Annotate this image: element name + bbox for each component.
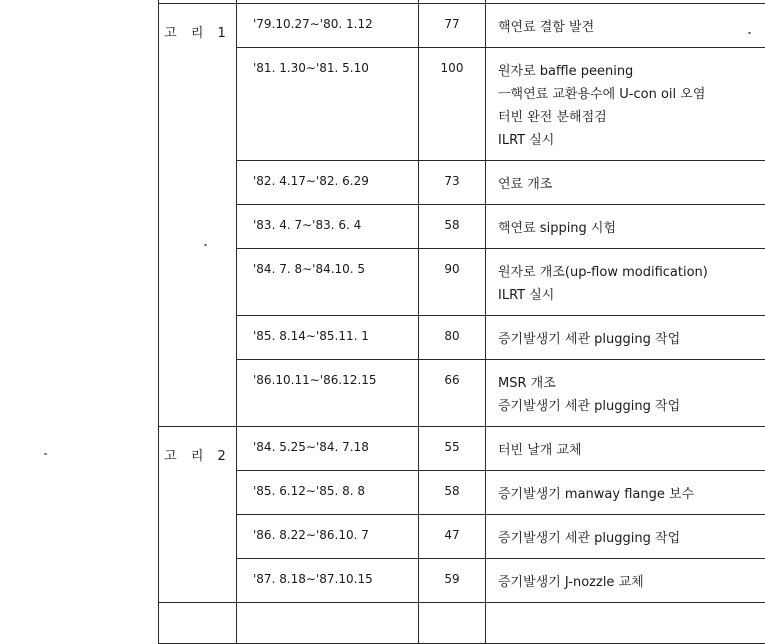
work-item: 터빈 완전 분해점검 (498, 106, 765, 129)
outage-days: 73 (444, 174, 459, 188)
outage-days: 90 (444, 262, 459, 276)
work-item: ILRT 실시 (498, 129, 765, 152)
outage-days: 59 (444, 572, 459, 586)
outage-row (159, 249, 765, 316)
outage-days-cell (419, 427, 486, 471)
outage-period: '83. 4. 7∼'83. 6. 4 (253, 218, 361, 232)
outage-work-cell (486, 161, 765, 205)
outage-row (159, 205, 765, 249)
outage-period: '86. 8.22∼'86.10. 7 (253, 528, 369, 542)
outage-days-cell (419, 360, 486, 427)
outage-row (159, 316, 765, 360)
outage-days: 47 (444, 528, 459, 542)
outage-days: 80 (444, 329, 459, 343)
outage-period-cell (237, 427, 419, 471)
unit-name: 고 리 1 (164, 26, 231, 41)
work-item: 핵연료 결함 발견 (498, 16, 765, 39)
outage-period-cell (237, 515, 419, 559)
unit-name-cell (159, 4, 237, 427)
outage-work-cell (486, 471, 765, 515)
outage-row (159, 4, 765, 48)
outage-days: 58 (444, 484, 459, 498)
work-item: 연료 개조 (498, 173, 765, 196)
outage-days: 66 (444, 373, 459, 387)
outage-period: '85. 8.14∼'85.11. 1 (253, 329, 369, 343)
outage-row (159, 471, 765, 515)
outage-period-cell (237, 205, 419, 249)
scan-speck (204, 244, 207, 246)
unit-name-cell (159, 427, 237, 603)
outage-days-cell (419, 161, 486, 205)
outage-row (159, 559, 765, 603)
outage-days-cell (419, 471, 486, 515)
outage-period: '81. 1.30∼'81. 5.10 (253, 61, 369, 75)
outage-period-cell (237, 471, 419, 515)
outage-period: '79.10.27∼'80. 1.12 (253, 17, 373, 31)
outage-row (159, 48, 765, 161)
clipped-days-cell (419, 603, 486, 644)
outage-period-cell (237, 360, 419, 427)
outage-work-cell (486, 205, 765, 249)
work-item: 증기발생기 세관 plugging 작업 (498, 527, 765, 550)
outage-table-body (159, 0, 765, 644)
work-item: 터빈 날개 교체 (498, 439, 765, 462)
outage-work-cell (486, 427, 765, 471)
clipped-work-cell (486, 603, 765, 644)
outage-period-cell (237, 249, 419, 316)
outage-row (159, 161, 765, 205)
outage-period-cell (237, 4, 419, 48)
outage-row (159, 515, 765, 559)
outage-period: '84. 7. 8∼'84.10. 5 (253, 262, 365, 276)
outage-work-cell (486, 559, 765, 603)
outage-days: 100 (441, 61, 464, 75)
work-item: ILRT 실시 (498, 284, 765, 307)
outage-period: '85. 6.12∼'85. 8. 8 (253, 484, 365, 498)
outage-period-cell (237, 48, 419, 161)
outage-days: 77 (444, 17, 459, 31)
clipped-unit-cell (159, 603, 237, 644)
work-item: 증기발생기 세관 plugging 작업 (498, 328, 765, 351)
work-item: 증기발생기 manway flange 보수 (498, 483, 765, 506)
outage-period-cell (237, 316, 419, 360)
outage-work-cell (486, 360, 765, 427)
outage-work-cell (486, 249, 765, 316)
work-item: 핵연료 sipping 시험 (498, 217, 765, 240)
outage-days: 55 (444, 440, 459, 454)
outage-row (159, 360, 765, 427)
outage-days-cell (419, 559, 486, 603)
work-item: MSR 개조 (498, 372, 765, 395)
outage-history-table (158, 0, 765, 644)
work-item: 증기발생기 J-nozzle 교체 (498, 571, 765, 594)
outage-days-cell (419, 316, 486, 360)
unit-name: 고 리 2 (164, 449, 231, 464)
outage-work-cell (486, 515, 765, 559)
outage-period-cell (237, 161, 419, 205)
outage-days-cell (419, 205, 486, 249)
outage-row (159, 427, 765, 471)
outage-days-cell (419, 48, 486, 161)
outage-work-cell (486, 4, 765, 48)
outage-row-clipped (159, 603, 765, 644)
work-item: 원자로 개조(up-flow modification) (498, 261, 765, 284)
outage-period-cell (237, 559, 419, 603)
outage-period: '82. 4.17∼'82. 6.29 (253, 174, 369, 188)
outage-days-cell (419, 249, 486, 316)
work-item: 증기발생기 세관 plugging 작업 (498, 395, 765, 418)
work-item: 원자로 baffle peening (498, 60, 765, 83)
outage-work-cell (486, 48, 765, 161)
outage-days-cell (419, 4, 486, 48)
outage-work-cell (486, 316, 765, 360)
work-item: ㅡ핵연료 교환용수에 U-con oil 오염 (498, 83, 765, 106)
outage-period: '87. 8.18∼'87.10.15 (253, 572, 373, 586)
outage-period: '84. 5.25∼'84. 7.18 (253, 440, 369, 454)
outage-period: '86.10.11∼'86.12.15 (253, 373, 377, 387)
outage-days-cell (419, 515, 486, 559)
scan-speck (44, 453, 47, 455)
clipped-period-cell (237, 603, 419, 644)
outage-days: 58 (444, 218, 459, 232)
scan-speck (748, 32, 751, 34)
